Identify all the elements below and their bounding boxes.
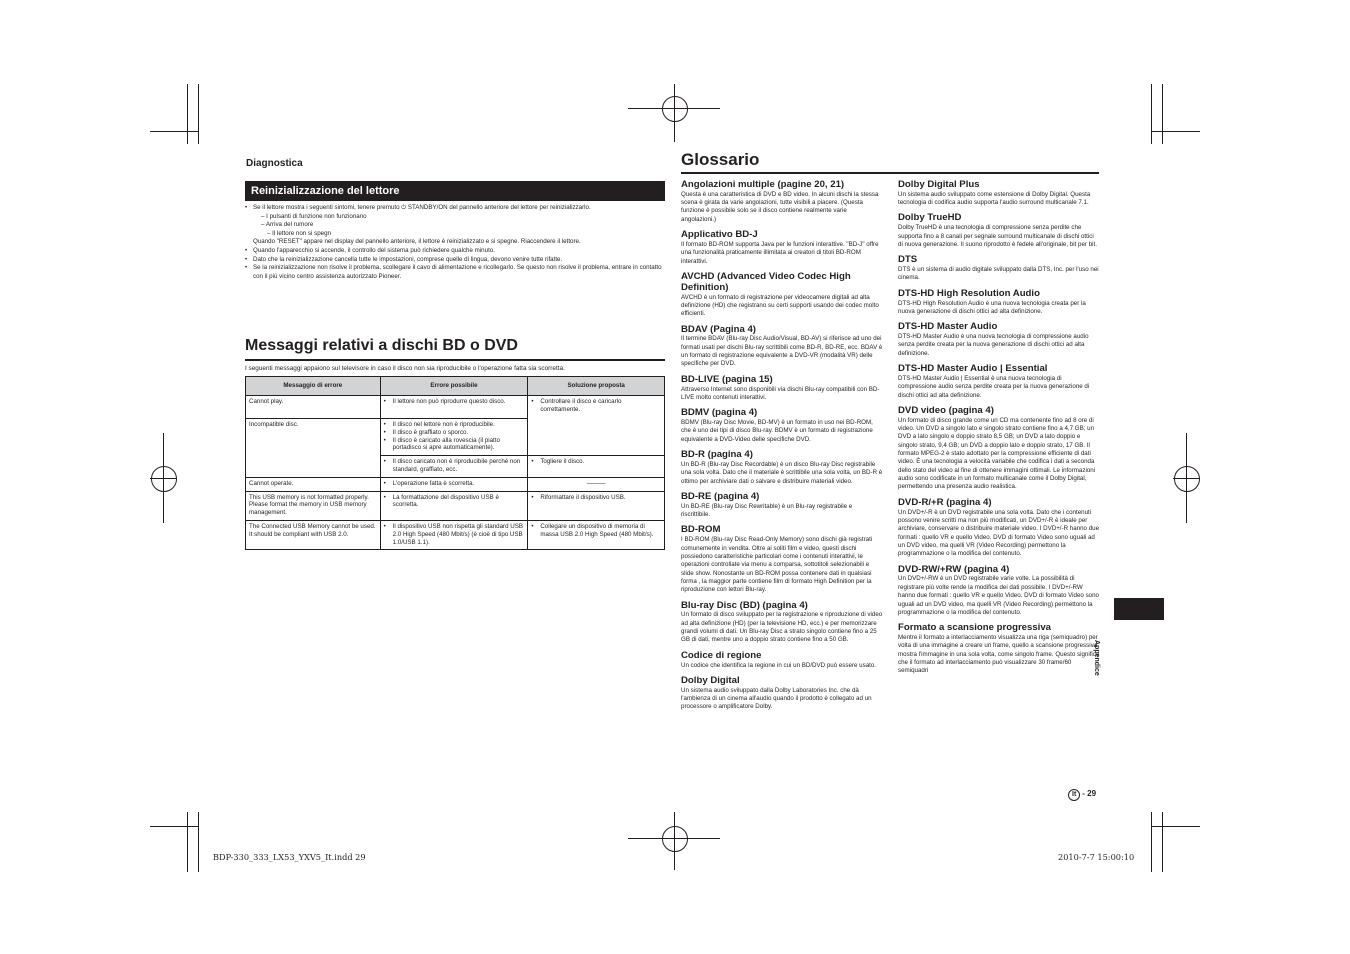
glossary-term: Blu-ray Disc (BD) (pagina 4) bbox=[681, 599, 808, 611]
error-message: This USB memory is not formatted properly. Please format the memory in USB memory management. bbox=[246, 491, 381, 520]
glossary-entry bbox=[898, 213, 1100, 249]
glossary-entry bbox=[681, 272, 883, 319]
glossary-entry bbox=[898, 180, 1100, 207]
glossary-definition: BDMV (Blu-ray Disc Movie, BD-MV) è un formato in uso nei BD-ROM, che è uno dei tipi di disco Blu-ray. BDMV è un formato di registrazione equivalente a DVD-Video delle specifiche DVD. bbox=[681, 419, 873, 443]
glossary-entry bbox=[898, 364, 1100, 400]
reset-bullet: • Se il lettore mostra i seguenti sintomi, tenere premuto ⏻ STANDBY/ON del pannello anteriore del lettore per reinizializzarlo. – I pulsanti di funzione non funzionano – Arriva del rumore – Il lettore non si spegn Quando "RESET" appare nel display del pannello anteriore, il lettore è reinizializzato e si spegne. Riaccendere il lettore. bbox=[245, 204, 665, 247]
glossary-definition: Attraverso Internet sono disponibili via dischi Blu-ray compatibili con BD-LIVE molto contenuti interattivi. bbox=[681, 385, 880, 401]
error-message: The Connected USB Memory cannot be used. It should be compliant with USB 2.0. bbox=[246, 520, 381, 549]
glossary-definition: Un codice che identifica la regione in cui un BD/DVD può essere usato. bbox=[681, 661, 877, 669]
possible-error: • Il disco caricato non è riproducibile perché non standard, graffiato, ecc. bbox=[380, 456, 528, 478]
glossary-definition: DTS-HD Master Audio | Essential è una nuova tecnologia di compressione audio senza perdite creata per la nuova generazione di dischi ottici ad alta definizione. bbox=[898, 374, 1090, 399]
messages-title: Messaggi relativi a dischi BD o DVD bbox=[245, 337, 518, 354]
glossary-title: Glossario bbox=[681, 150, 760, 169]
glossary-term: DVD video (pagina 4) bbox=[898, 404, 994, 416]
glossary-term: Formato a scansione progressiva bbox=[898, 622, 1052, 634]
glossary-rule bbox=[681, 172, 1099, 174]
proposed-solution: • Togliere il disco. bbox=[528, 456, 665, 478]
glossary-entry bbox=[681, 180, 883, 224]
glossary-entry bbox=[681, 525, 883, 594]
glossary-column-1 bbox=[681, 180, 883, 718]
glossary-term: Dolby Digital Plus bbox=[898, 179, 980, 190]
glossary-term: DVD-R/+R (pagina 4) bbox=[898, 496, 992, 508]
error-messages-table bbox=[245, 376, 665, 550]
glossary-term: DTS-HD Master Audio | Essential bbox=[898, 363, 1048, 375]
glossary-definition: Un sistema audio sviluppato come estensione di Dolby Digital. Questa tecnologia di codifica audio supporta l'audio surround multicanale 7.1. bbox=[898, 190, 1091, 207]
glossary-entry bbox=[681, 601, 883, 645]
section-label: Diagnostica bbox=[246, 158, 303, 169]
glossary-term: DVD-RW/+RW (pagina 4) bbox=[898, 563, 1010, 575]
glossary-definition: Un formato di disco sviluppato per la registrazione e riproduzione di video ad alta definizione (HD) (per la televisione HD, ecc.) e per memorizzare grandi volumi di dati. Un Blu-ray Disc a strato singolo contiene fino a 25 GB di dati, mentre uno a doppio strato contiene fino a 50 GB. bbox=[681, 611, 883, 644]
proposed-solution: • Collegare un dispositivo di memoria di massa USB 2.0 High Speed (480 Mbit/s). bbox=[528, 520, 665, 549]
glossary-term: BDAV (Pagina 4) bbox=[681, 323, 756, 335]
glossary-term: Dolby Digital bbox=[681, 674, 740, 686]
glossary-definition: AVCHD è un formato di registrazione per videocamere digitali ad alta definizione (HD) che registrano su certi supporti usando dei codec molto efficienti. bbox=[681, 293, 879, 318]
glossary-entry bbox=[898, 623, 1100, 676]
error-message: Incompatible disc. bbox=[246, 419, 381, 478]
glossary-entry bbox=[898, 322, 1100, 358]
glossary-term: Angolazioni multiple (pagine 20, 21) bbox=[681, 179, 845, 190]
table-header-row bbox=[246, 377, 665, 396]
proposed-solution: ——— bbox=[528, 477, 665, 491]
glossary-entry bbox=[898, 406, 1100, 492]
reset-bullet: • Dato che la reinizializzazione cancella tutte le impostazioni, comprese quelle di lingua, devono venire tutte rifatte. bbox=[245, 256, 665, 265]
glossary-definition: Un sistema audio sviluppato dalla Dolby Laboratories Inc. che dà l'ambienza di un cinema all'audio quando il prodotto è collegato ad un processore o amplificatore Dolby. bbox=[681, 686, 872, 711]
glossary-definition: Un DVD+/-RW è un DVD registrabile varie volte. La possibilità di registrare più volte rende la modifica dei dati possibile. I DVD+/-RW hanno due formati : quello VR e quello Video. DVD di formato Video sono uguali ad un DVD video, ma quelli VR (Video Recording) permettono la programmazione o la modifica del contenuto. bbox=[898, 575, 1099, 616]
reset-bullet: • Se la reinizializzazione non risolve il problema, scollegare il cavo di alimentazione e ricollegarlo. Se questo non risolve il problema, entrare in contatto con il più vicino centro assistenza autorizzato Pioneer. bbox=[245, 264, 665, 281]
glossary-entry bbox=[681, 230, 883, 266]
error-message: Cannot operate. bbox=[246, 477, 381, 491]
glossary-term: BD-LIVE (pagina 15) bbox=[681, 373, 773, 385]
footer-timestamp: 2010-7-7 15:00:10 bbox=[1058, 852, 1135, 862]
glossary-term: BD-RE (pagina 4) bbox=[681, 490, 760, 502]
glossary-term: Codice di regione bbox=[681, 649, 762, 661]
glossary-entry bbox=[681, 676, 883, 712]
glossary-term: BD-ROM bbox=[681, 524, 721, 536]
table-header: Messaggio di errore bbox=[246, 377, 381, 396]
glossary-entry bbox=[681, 408, 883, 444]
glossary-definition: Un DVD+/-R è un DVD registrabile una sola volta. Dato che i contenuti possono venire scritti ma non più modificati, un DVD+/-R è ideale per archiviare, conservare o distribuire materiale video. I DVD+/-R hanno due formati : quello VR e quello Video. DVD di formato Video sono uguali ad un DVD video, ma quelli VR (Video Recording) permettono la programmazione o la modifica del contenuto. bbox=[898, 508, 1100, 558]
reset-heading: Reinizializzazione del lettore bbox=[245, 181, 665, 201]
glossary-definition: Mentre il formato a interlacciamento visualizza una riga (semiquadro) per volta di una immagine a creare un frame, quello a scansione progressiva mostra l'immagine in una sola volta, come singolo frame. Questo significa che il formato ad interlacciamento può visualizzare 30 frame/60 semiquadri bbox=[898, 634, 1100, 675]
glossary-entry bbox=[681, 450, 883, 486]
glossary-definition: Il formato BD-ROM supporta Java per le funzioni interattive. "BD-J" offre una funzionalità praticamente illimitata ai creatori di titoli BD-ROM interattivi. bbox=[681, 240, 879, 265]
possible-error: • L'operazione fatta è scorretta. bbox=[380, 477, 528, 491]
reset-after: Quando "RESET" appare nel display del pannello anteriore, il lettore è reinizializzato e si spegne. Riaccendere il lettore. bbox=[253, 238, 581, 246]
reset-symptom: – Il lettore non si spegn bbox=[267, 229, 331, 237]
glossary-entry bbox=[681, 651, 883, 670]
page-number-text: - 29 bbox=[1082, 789, 1097, 798]
title-rule bbox=[245, 359, 665, 361]
page-number bbox=[1068, 789, 1096, 801]
glossary-term: DTS bbox=[898, 254, 918, 266]
possible-error: • Il lettore non può riprodurre questo disco. bbox=[380, 396, 528, 419]
glossary-term: AVCHD (Advanced Video Codec High Definition) bbox=[681, 271, 851, 293]
glossary-definition: Un BD-R (Blu-ray Disc Recordable) è un disco Blu-ray Disc registrabile una sola volta. Dato che il materiale è scrittibile una sola volta, un BD-R è ottimo per archiviare dati o salvare e distribuire materiali video. bbox=[681, 460, 883, 485]
error-message: Cannot play. bbox=[246, 396, 381, 419]
messages-intro: I seguenti messaggi appaiono sul televisore in caso il disco non sia riproducibile o l'operazione fatta sia scorretta. bbox=[245, 365, 565, 372]
proposed-solution: • Controllare il disco e caricarlo correttamente. bbox=[528, 396, 665, 456]
glossary-entry bbox=[681, 325, 883, 369]
glossary-term: DTS-HD Master Audio bbox=[898, 321, 998, 333]
table-row bbox=[246, 491, 665, 520]
reset-symptom: – Arriva del rumore bbox=[261, 221, 314, 229]
glossary-term: Dolby TrueHD bbox=[898, 212, 962, 224]
glossary-entry bbox=[681, 492, 883, 519]
glossary-definition: Questa è una caratteristica di DVD e BD video. In alcuni dischi la stessa scena è girata da varie angolazioni, tutte visibili a piacere. (Questa funzione è possibile solo se il disco contiene realmente varie angolazioni.) bbox=[681, 190, 879, 223]
reset-instructions bbox=[245, 204, 665, 281]
glossary-term: BDMV (pagina 4) bbox=[681, 407, 758, 419]
section-tab-label: Appendice bbox=[1093, 640, 1100, 676]
possible-error: • Il disco nel lettore non è riproducibile. • Il disco è graffiato o sporco. • Il disco è caricato alla rovescia (il piatto portadisco si apre automaticamente). bbox=[380, 419, 528, 456]
table-row bbox=[246, 396, 665, 419]
glossary-term: Applicativo BD-J bbox=[681, 229, 758, 241]
glossary-column-2 bbox=[898, 180, 1100, 682]
glossary-term: BD-R (pagina 4) bbox=[681, 449, 753, 461]
glossary-definition: DTS-HD Master Audio è una nuova tecnologia di compressione audio senza perdite creata per la nuova generazione di dischi ottici ad alta definizione. bbox=[898, 333, 1089, 357]
footer-filename: BDP-330_333_LX53_YXV5_It.indd 29 bbox=[213, 852, 366, 862]
possible-error: • La formattazione del dispositivo USB è scorretta. bbox=[380, 491, 528, 520]
glossary-entry bbox=[681, 375, 883, 402]
table-header: Soluzione proposta bbox=[528, 377, 665, 396]
glossary-definition: DTS è un sistema di audio digitale sviluppato dalla DTS, Inc. per l'uso nei cinema. bbox=[898, 266, 1099, 282]
reset-symptom: – I pulsanti di funzione non funzionano bbox=[261, 212, 367, 220]
table-row bbox=[246, 477, 665, 491]
language-badge: It bbox=[1068, 789, 1080, 801]
proposed-solution: • Riformattare il dispositivo USB. bbox=[528, 491, 665, 520]
section-tab bbox=[1114, 598, 1164, 620]
table-header: Errore possibile bbox=[380, 377, 528, 396]
reset-bullet: • Quando l'apparecchio si accende, il controllo del sistema può richiedere qualche minuto. bbox=[245, 247, 665, 256]
glossary-definition: Un BD-RE (Blu-ray Disc Rewritable) è un Blu-ray registrabile e riscrittibile. bbox=[681, 502, 853, 519]
glossary-definition: I BD-ROM (Blu-ray Disc Read-Only Memory) sono dischi già registrati comunemente in vendita. Oltre ai soliti film e video, questi dischi possiedono caratteristiche particolari come i contenuti interattivi, le operazioni controllate via menu a comparsa, sottotitoli selezionabili e slide show. Nonostante un BD-ROM possa contenere dati in qualsiasi forma , la maggior parte contiene film di formato High Definition per la riproduzione con lettori Blu-ray. bbox=[681, 536, 873, 594]
glossary-entry bbox=[898, 565, 1100, 618]
possible-error: • Il dispositivo USB non rispetta gli standard USB 2.0 High Speed (480 Mbit/s) (è cioè di tipo USB 1.0/USB 1.1). bbox=[380, 520, 528, 549]
glossary-definition: Dolby TrueHD è una tecnologia di compressione senza perdite che supporta fino a 8 canali per segnale surround multicanale di dischi ottici di nuova generazione. Il suono riprodotto è fedele all'originale, bit per bit. bbox=[898, 224, 1097, 248]
table-row bbox=[246, 520, 665, 549]
glossary-definition: Un formato di disco grande come un CD ma contenente fino ad 8 ore di video. Un DVD a singolo lato e singolo strato contiene fino a 4,7 GB; un DVD a lato singolo e doppio strato 8,5 GB; un DVD a lato doppio e singolo strato, 9,4 GB; un DVD a doppio lato e doppio strato, 17 GB. Il formato MPEG-2 è stato adottato per la compressione efficiente di dati video. È una tecnologia a velocità variabile che codifica i dati a seconda dello stato del video al fine di ottenere immagini ottimali. Le informazioni audio sono codificate in un formato multicanale come il Dolby Digital, permettendo una presenza audio realistica. bbox=[898, 416, 1096, 491]
glossary-entry bbox=[898, 289, 1100, 316]
glossary-definition: DTS-HD High Resolution Audio è una nuova tecnologia creata per la nuova generazione di dischi ottici ad alta definizione. bbox=[898, 299, 1086, 315]
glossary-entry bbox=[898, 498, 1100, 559]
glossary-definition: Il termine BDAV (Blu-ray Disc Audio/Visual, BD-AV) si riferisce ad uno dei formati usati per dischi Blu-ray scrittibili come BD-R, BD-RE, ecc. BDAV è un formato di registrazione equivalente a DVD-VR (modalità VR) delle specifiche per DVD. bbox=[681, 335, 883, 368]
glossary-entry bbox=[898, 255, 1100, 282]
glossary-term: DTS-HD High Resolution Audio bbox=[898, 287, 1040, 299]
